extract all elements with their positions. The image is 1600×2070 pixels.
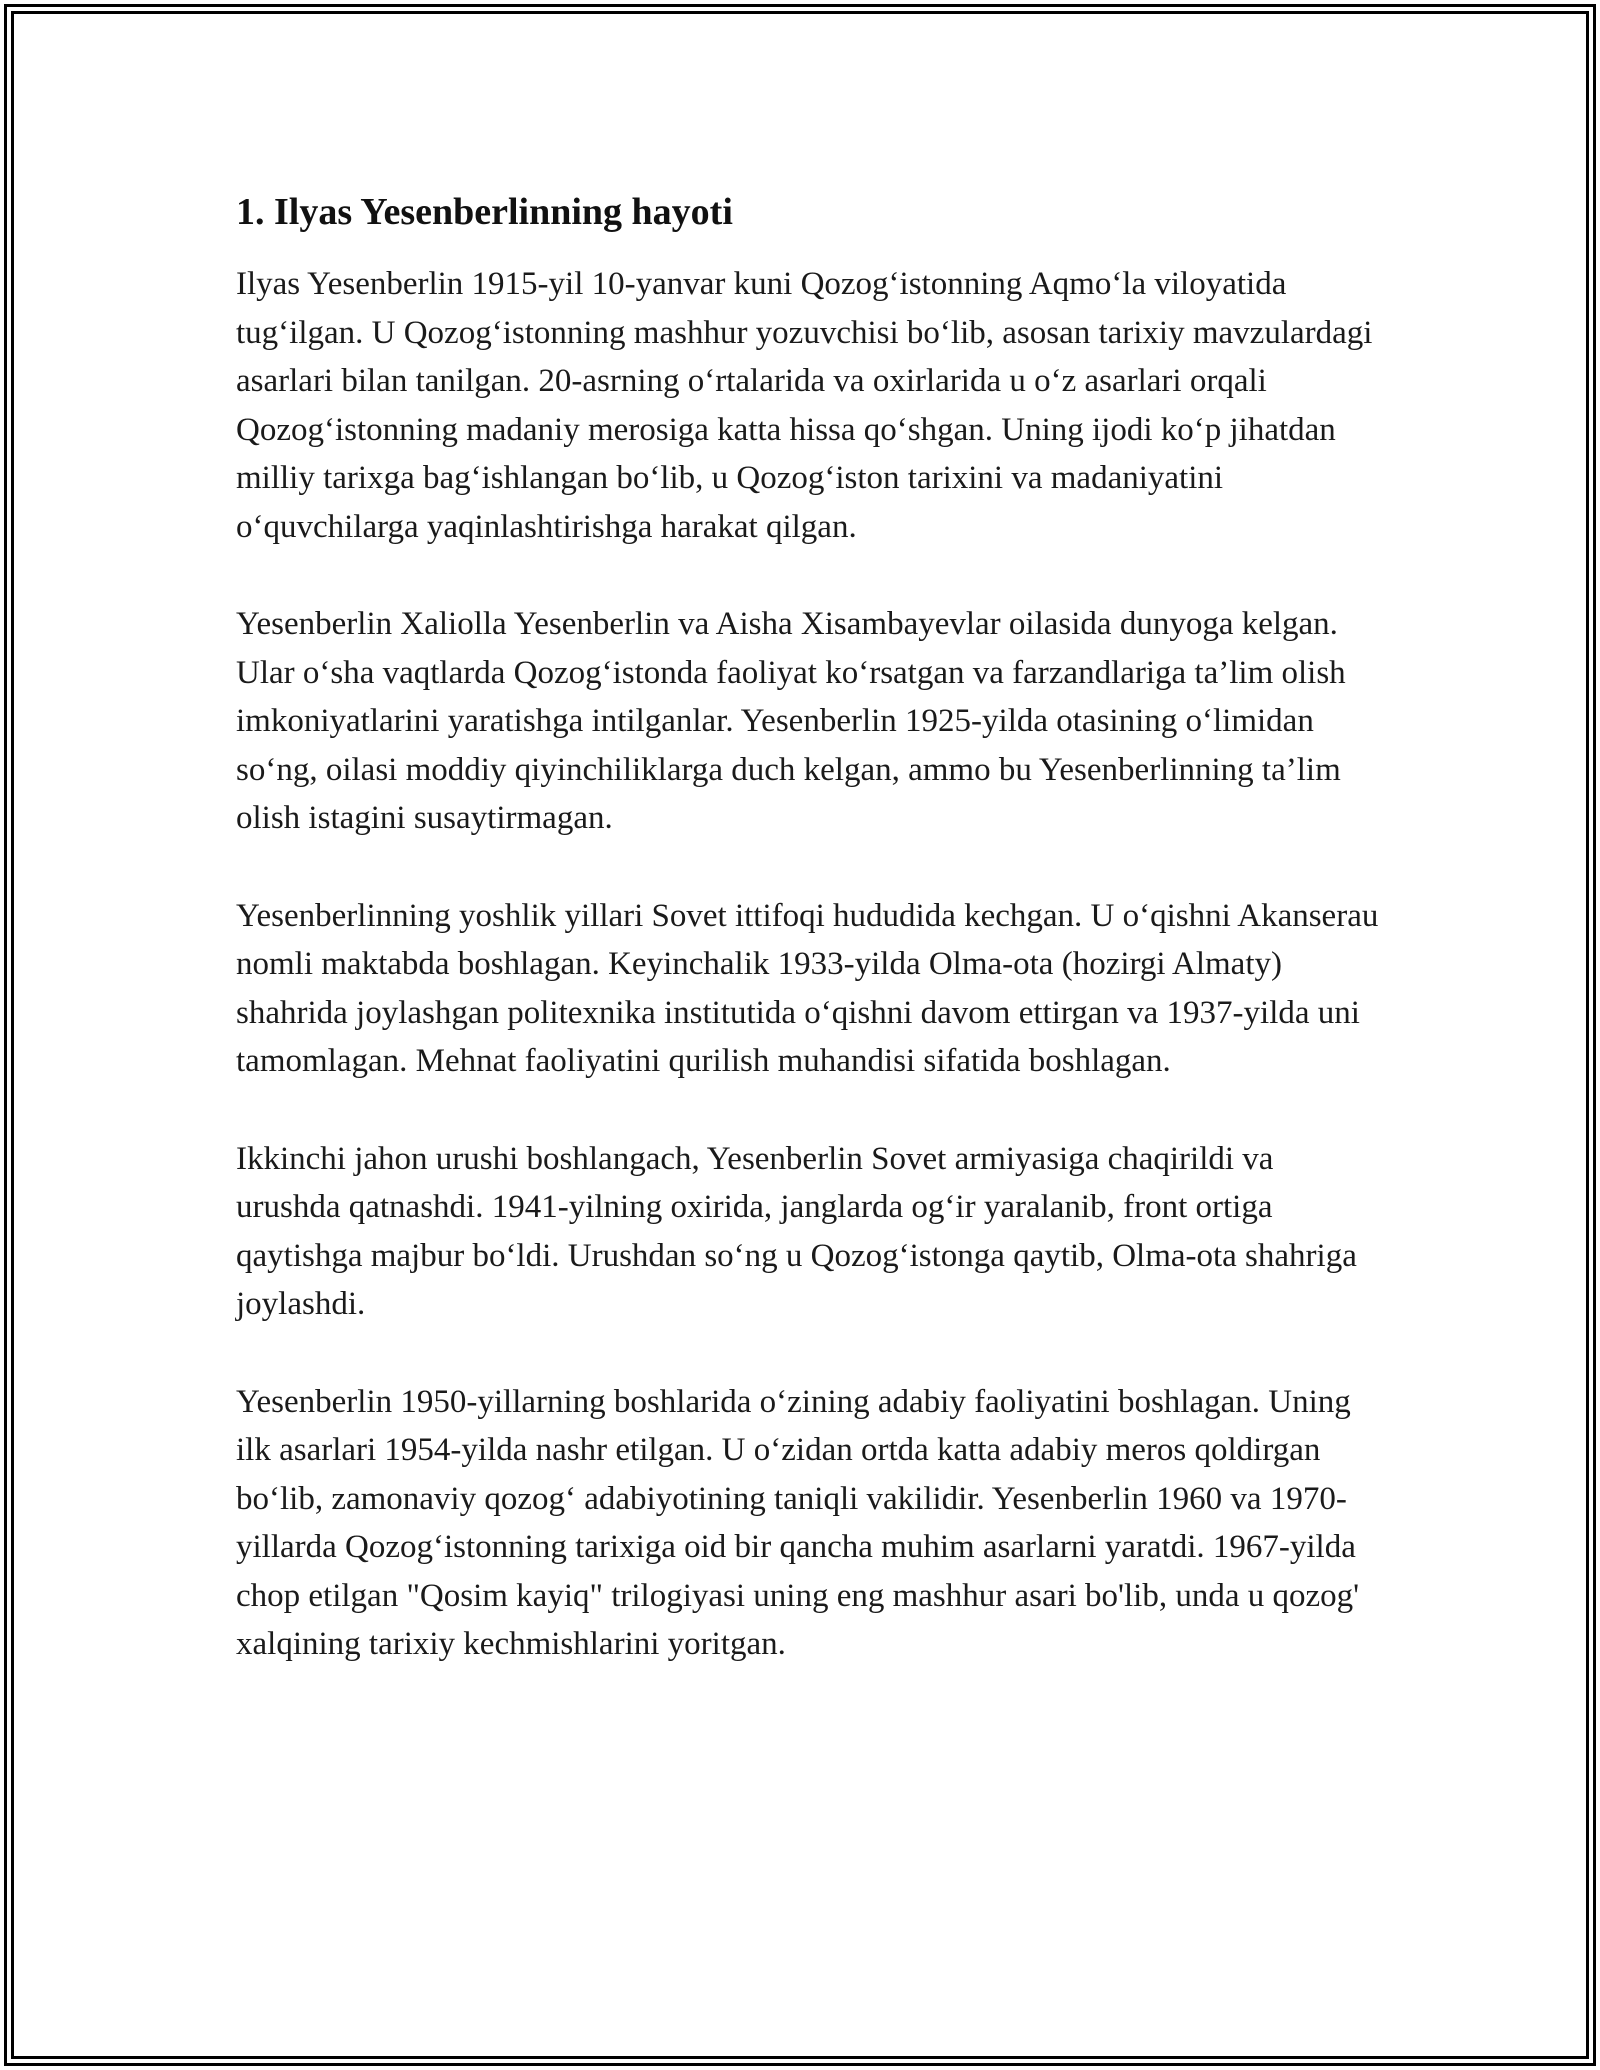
section-heading: 1. Ilyas Yesenberlinning hayoti [236, 191, 733, 233]
paragraph-education: Yesenberlinning yoshlik yillari Sovet ittifoqi hududida kechgan. U o‘qishni Akanserau nomli maktabda boshlagan. Keyinchalik 1933-yilda Olma-ota (hozirgi Almaty) shahrida joylashgan politexnika institutida o‘qishni davom ettirgan va 1937-yilda uni tamomlagan. Mehnat faoliyatini qurilish muhandisi sifatida boshlagan. [236, 897, 1379, 1079]
paragraph-war: Ikkinchi jahon urushi boshlangach, Yesenberlin Sovet armiyasiga chaqirildi va urushda qatnashdi. 1941-yilning oxirida, janglarda og‘ir yaralanib, front ortiga qaytishga majbur bo‘ldi. Urushdan so‘ng u Qozog‘istonga qaytib, Olma-ota shahriga joylashdi. [236, 1140, 1357, 1322]
paragraph-literary-career: Yesenberlin 1950-yillarning boshlarida o‘zining adabiy faoliyatini boshlagan. Uning ilk asarlari 1954-yilda nashr etilgan. U o‘zidan ortda katta adabiy meros qoldirgan bo‘lib, zamonaviy qozog‘ adabiyotining taniqli vakilidir. Yesenberlin 1960 va 1970-yillarda Qozog‘istonning tarixiga oid bir qancha muhim asarlarni yaratdi. 1967-yilda chop etilgan "Qosim kayiq" trilogiyasi uning eng mashhur asari bo'lib, unda u qozog' xalqining tarixiy kechmishlarini yoritgan. [236, 1383, 1360, 1662]
document-body [236, 188, 1386, 1718]
paragraph-family: Yesenberlin Xaliolla Yesenberlin va Aisha Xisambayevlar oilasida dunyoga kelgan. Ular o‘sha vaqtlarda Qozog‘istonda faoliyat ko‘rsatgan va farzandlariga ta’lim olish imkoniyatlarini yaratishga intilganlar. Yesenberlin 1925-yilda otasining o‘limidan so‘ng, oilasi moddiy qiyinchiliklarga duch kelgan, ammo bu Yesenberlinning ta’lim olish istagini susaytirmagan. [236, 606, 1346, 836]
paragraph-birth: Ilyas Yesenberlin 1915-yil 10-yanvar kuni Qozog‘istonning Aqmo‘la viloyatida tug‘ilgan. U Qozog‘istonning mashhur yozuvchisi bo‘lib, asosan tarixiy mavzulardagi asarlari bilan tanilgan. 20-asrning o‘rtalarida va oxirlarida u o‘z asarlari orqali Qozog‘istonning madaniy merosiga katta hissa qo‘shgan. Uning ijodi ko‘p jihatdan milliy tarixga bag‘ishlangan bo‘lib, u Qozog‘iston tarixini va madaniyatini o‘quvchilarga yaqinlashtirishga harakat qilgan. [236, 266, 1373, 545]
